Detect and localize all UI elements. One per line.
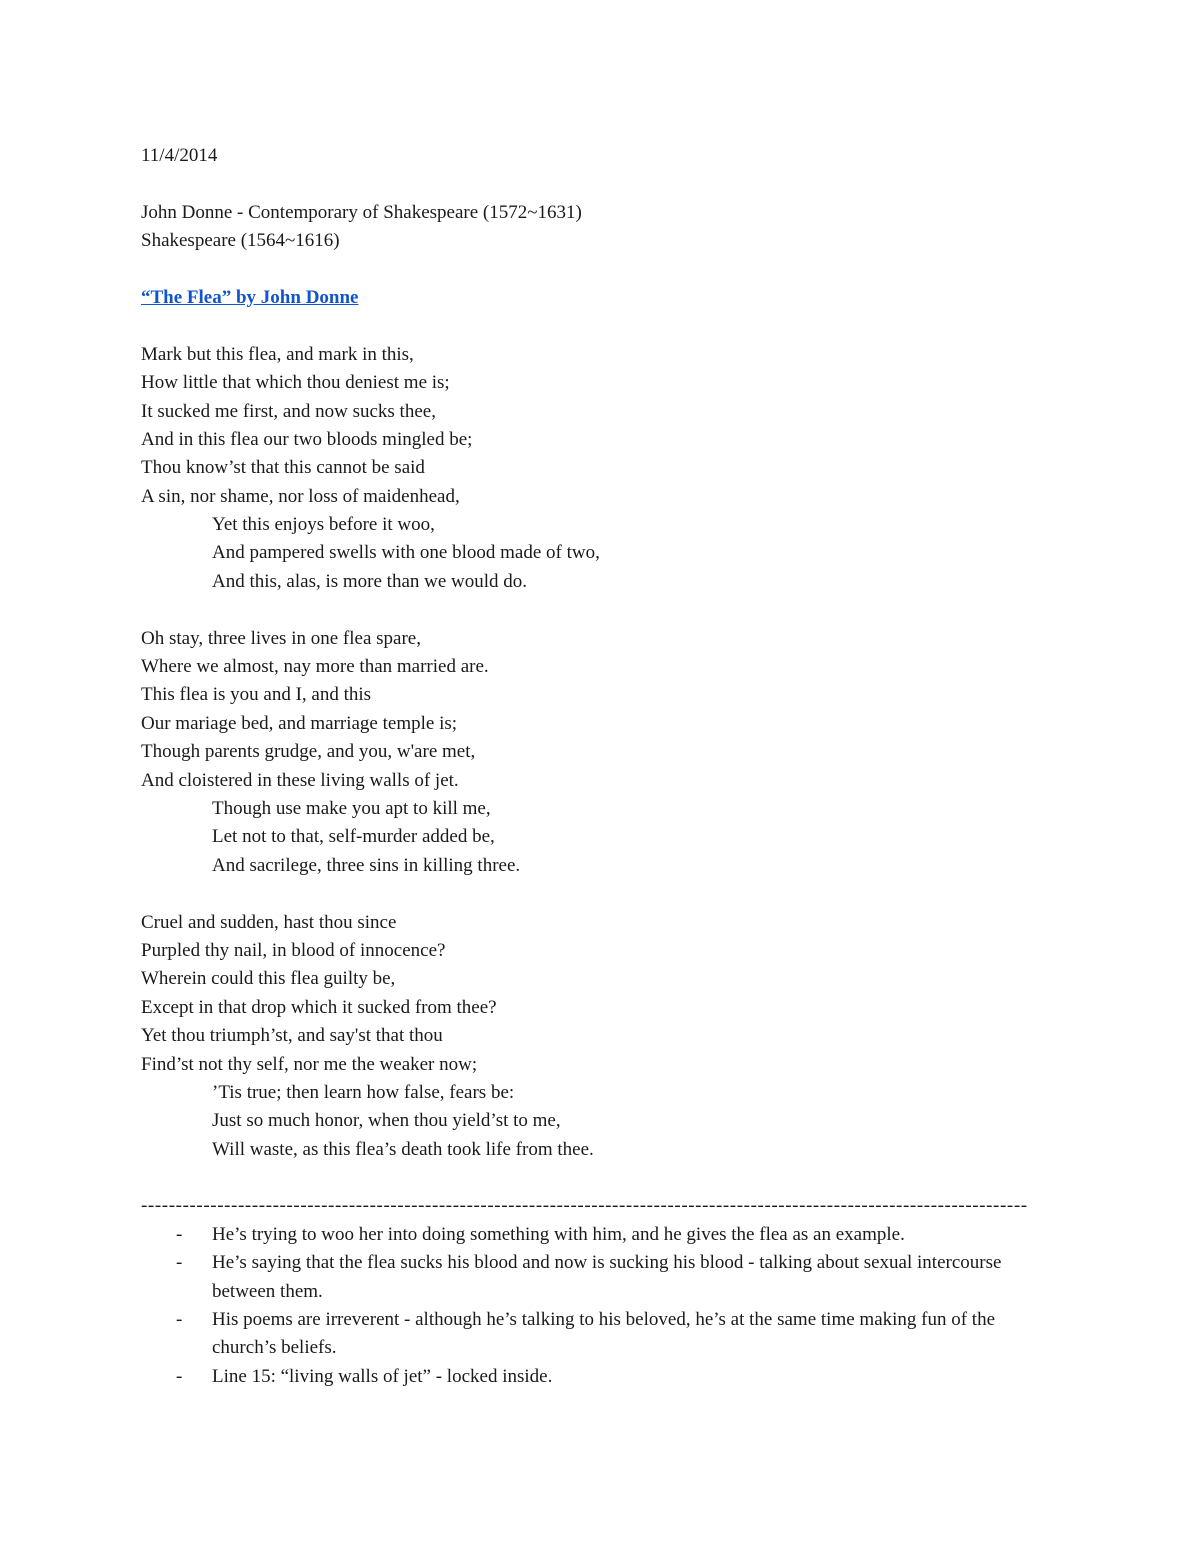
poem-line-indented: ’Tis true; then learn how false, fears be: <box>212 1081 515 1103</box>
spacer <box>141 880 1061 908</box>
list-item <box>141 1221 1052 1249</box>
note-text: He’s saying that the flea sucks his blood and now is sucking his blood - talking about sexual intercourse between them. <box>212 1252 1002 1302</box>
poem-line: Except in that drop which it sucked from thee? <box>141 996 497 1018</box>
poem-line: It sucked me first, and now sucks thee, <box>141 400 436 422</box>
poem-line-indented: Just so much honor, when thou yield’st to me, <box>212 1110 561 1132</box>
intro-line: John Donne - Contemporary of Shakespeare (1572~1631) <box>141 201 582 223</box>
bullet-dash: - <box>176 1309 183 1331</box>
spacer <box>141 256 1061 284</box>
spacer <box>141 1164 1061 1192</box>
poem-line: Oh stay, three lives in one flea spare, <box>141 627 421 649</box>
poem-line-indented: And sacrilege, three sins in killing three. <box>212 854 521 876</box>
poem-line-indented: Yet this enjoys before it woo, <box>212 514 435 536</box>
list-item <box>141 1249 1052 1306</box>
poem-line: Our mariage bed, and marriage temple is; <box>141 712 458 734</box>
bullet-dash: - <box>176 1365 183 1387</box>
poem-line: Though parents grudge, and you, w'are met, <box>141 741 476 763</box>
poem-line-indented: Let not to that, self-murder added be, <box>212 826 495 848</box>
poem-line: And in this flea our two bloods mingled be; <box>141 428 473 450</box>
date: 11/4/2014 <box>141 145 218 166</box>
bullet-dash: - <box>176 1252 183 1274</box>
spacer <box>141 170 1061 198</box>
divider-line: -------------------------------------------------------------------------------------------------------------------------------- <box>141 1195 1028 1217</box>
spacer <box>141 312 1061 340</box>
poem-title-row <box>141 284 1061 312</box>
poem-line: Mark but this flea, and mark in this, <box>141 343 414 365</box>
poem-line: Wherein could this flea guilty be, <box>141 968 396 990</box>
note-text: His poems are irreverent - although he’s talking to his beloved, he’s at the same time making fun of the church’s beliefs. <box>212 1309 996 1359</box>
poem-line: Yet thou triumph’st, and say'st that thou <box>141 1025 443 1047</box>
document-page <box>141 142 1061 1391</box>
poem-title-link[interactable]: “The Flea” by John Donne <box>141 286 359 308</box>
poem-line-indented: Though use make you apt to kill me, <box>212 797 491 819</box>
intro-line: Shakespeare (1564~1616) <box>141 230 340 252</box>
notes-list <box>141 1221 1061 1391</box>
note-text: Line 15: “living walls of jet” - locked inside. <box>212 1365 553 1387</box>
poem-line: And cloistered in these living walls of jet. <box>141 769 459 791</box>
bullet-dash: - <box>176 1223 183 1245</box>
list-item <box>141 1306 1052 1363</box>
stanza-2 <box>141 625 1061 881</box>
poem-line: Purpled thy nail, in blood of innocence? <box>141 939 446 961</box>
poem-line: Find’st not thy self, nor me the weaker now; <box>141 1053 478 1075</box>
poem-line: How little that which thou deniest me is; <box>141 372 450 394</box>
poem-line: This flea is you and I, and this <box>141 684 372 706</box>
stanza-1 <box>141 341 1061 597</box>
poem-line: Thou know’st that this cannot be said <box>141 457 425 479</box>
poem-line: Where we almost, nay more than married are. <box>141 656 489 678</box>
poem-line: A sin, nor shame, nor loss of maidenhead, <box>141 485 460 507</box>
poem-line-indented: And this, alas, is more than we would do. <box>212 570 528 592</box>
spacer <box>141 596 1061 624</box>
poem-line: Cruel and sudden, hast thou since <box>141 911 397 933</box>
poem-line-indented: And pampered swells with one blood made of two, <box>212 542 600 564</box>
note-text: He’s trying to woo her into doing something with him, and he gives the flea as an example. <box>212 1223 905 1245</box>
poem-line-indented: Will waste, as this flea’s death took life from thee. <box>212 1138 594 1160</box>
stanza-3 <box>141 909 1061 1165</box>
list-item <box>141 1363 1052 1391</box>
